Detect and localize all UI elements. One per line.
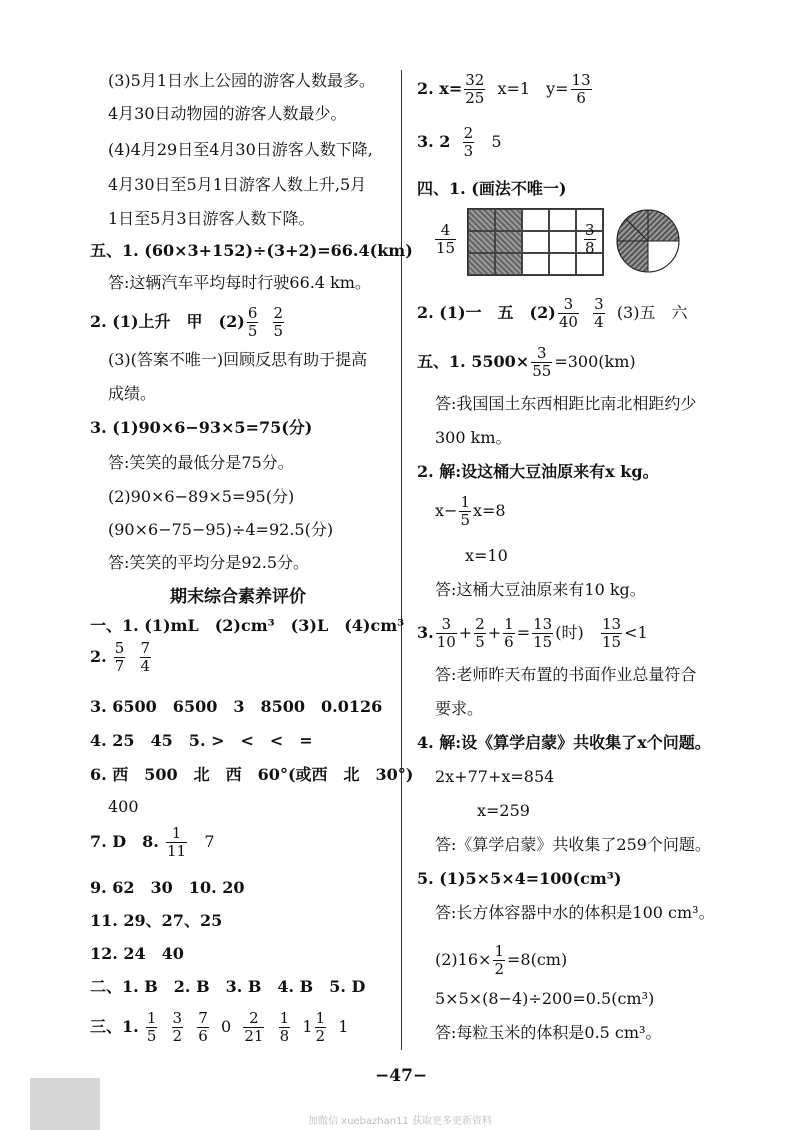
numerator: 3 bbox=[172, 1009, 183, 1027]
denominator: 4 bbox=[140, 657, 151, 675]
line: 3. 6500 6500 3 8500 0.0126 bbox=[90, 697, 383, 716]
line: 4. 25 45 5. > < < = bbox=[90, 731, 313, 750]
numerator: 1 bbox=[279, 1009, 290, 1027]
numerator: 1 bbox=[166, 825, 187, 843]
line: 答:长方体容器中水的体积是100 cm³。 bbox=[435, 903, 715, 922]
text: 7 bbox=[204, 832, 215, 851]
text: 2. (1)上升 甲 (2) bbox=[90, 312, 245, 331]
text: x− bbox=[435, 501, 458, 520]
denominator: 2 bbox=[315, 1027, 326, 1045]
text: 2. bbox=[90, 647, 107, 666]
text: 0 bbox=[220, 1017, 232, 1036]
line: 12. 24 40 bbox=[90, 944, 184, 963]
text: (2)16× bbox=[435, 950, 492, 969]
fraction bbox=[474, 616, 486, 651]
shaded-circle-figure bbox=[615, 208, 681, 274]
line: 答:老师昨天布置的书面作业总量符合 bbox=[435, 665, 697, 684]
numerator: 5 bbox=[114, 639, 125, 657]
denominator: 2 bbox=[172, 1027, 183, 1045]
fraction bbox=[140, 640, 152, 675]
denominator: 5 bbox=[247, 322, 258, 340]
line: 要求。 bbox=[435, 699, 484, 718]
line: 成绩。 bbox=[108, 384, 157, 403]
fraction bbox=[584, 222, 596, 257]
line: 3. $\frac{3}{10}$ + $\frac{2}{5}$ + $\frac{1}{6}$ = $\frac{13}{15}$ (时) $\frac{13}{15}$ <1 bbox=[417, 615, 648, 651]
line: 二、1. B 2. B 3. B 4. B 5. D bbox=[90, 977, 366, 996]
denominator: 3 bbox=[463, 142, 474, 160]
line: 2. 解:设这桶大豆油原来有x kg。 bbox=[417, 462, 659, 481]
fraction bbox=[197, 1010, 209, 1045]
text: x=8 bbox=[472, 501, 506, 520]
denominator: 10 bbox=[436, 633, 456, 651]
fraction bbox=[146, 1010, 158, 1045]
numerator: 3 bbox=[558, 296, 579, 314]
denominator: 5 bbox=[460, 511, 470, 529]
denominator: 7 bbox=[114, 657, 125, 675]
line: 五、1. (60×3+152)÷(3+2)=66.4(km) bbox=[90, 241, 413, 260]
fraction bbox=[571, 72, 592, 107]
text: 三、1. bbox=[90, 1017, 139, 1036]
line: 答:这辆汽车平均每时行驶66.4 km。 bbox=[108, 273, 371, 292]
fraction bbox=[243, 1010, 264, 1045]
denominator: 11 bbox=[166, 842, 187, 860]
fraction-label bbox=[433, 222, 458, 257]
fraction bbox=[114, 640, 126, 675]
fraction bbox=[247, 305, 259, 340]
line bbox=[417, 345, 636, 380]
text: 2. x= bbox=[417, 79, 463, 98]
text: 7. D 8. bbox=[90, 832, 159, 851]
numerator: 2 bbox=[475, 615, 485, 633]
denominator: 5 bbox=[475, 633, 485, 651]
denominator: 4 bbox=[594, 313, 604, 331]
line: 4月30日至5月1日游客人数上升,5月 bbox=[108, 175, 367, 194]
fraction bbox=[464, 72, 485, 107]
denominator: 25 bbox=[465, 89, 485, 107]
line: 答:每粒玉米的体积是0.5 cm³。 bbox=[435, 1023, 662, 1042]
fraction bbox=[315, 1010, 327, 1045]
line: 答:《算学启蒙》共收集了259个问题。 bbox=[435, 835, 711, 854]
line: (90×6−75−95)÷4=92.5(分) bbox=[108, 520, 334, 539]
text: 1 bbox=[302, 1017, 313, 1036]
line: 4月30日动物园的游客人数最少。 bbox=[108, 104, 347, 123]
numerator: 13 bbox=[571, 71, 591, 89]
denominator: 15 bbox=[601, 633, 622, 651]
denominator: 8 bbox=[279, 1027, 290, 1045]
denominator: 15 bbox=[436, 239, 456, 257]
fraction bbox=[279, 1010, 291, 1045]
line bbox=[417, 125, 502, 160]
line: 1日至5月3日游客人数下降。 bbox=[108, 209, 315, 228]
text: 3. 2 bbox=[417, 132, 451, 151]
denominator: 40 bbox=[558, 313, 578, 331]
line bbox=[435, 494, 506, 529]
numerator: 3 bbox=[531, 345, 552, 363]
line: 答:笑笑的最低分是75分。 bbox=[108, 453, 294, 472]
denominator: 2 bbox=[494, 960, 504, 978]
numerator: 1 bbox=[460, 493, 470, 511]
denominator: 55 bbox=[532, 362, 552, 380]
text: 2. (1)一 五 (2) bbox=[417, 303, 556, 322]
line: 6. 西 500 北 西 60°(或西 北 30°) bbox=[90, 765, 414, 784]
numerator: 3 bbox=[436, 616, 457, 634]
text: x=1 y= bbox=[497, 79, 569, 98]
line: 9. 62 30 10. 20 bbox=[90, 878, 245, 897]
section-title: 期末综合素养评价 bbox=[170, 587, 306, 607]
line: 一、1. (1)mL (2)cm³ (3)L (4)cm³ bbox=[90, 616, 405, 635]
denominator: 15 bbox=[533, 633, 553, 651]
line: 2x+77+x=854 bbox=[435, 767, 555, 786]
numerator: 1 bbox=[315, 1009, 326, 1027]
text: =8(cm) bbox=[506, 950, 568, 969]
denominator: 6 bbox=[504, 633, 514, 651]
fraction bbox=[558, 296, 579, 331]
denominator: 6 bbox=[198, 1027, 208, 1045]
text: (时) bbox=[555, 623, 584, 642]
text: 五、1. 5500× bbox=[417, 352, 530, 371]
line bbox=[90, 305, 286, 340]
footer-watermark: 加微信 xuebazhan11 获取更多更新资料 bbox=[307, 1116, 493, 1127]
denominator: 21 bbox=[244, 1027, 264, 1045]
line: x=10 bbox=[465, 546, 508, 565]
line: x=259 bbox=[477, 801, 530, 820]
line bbox=[90, 640, 153, 675]
denominator: 6 bbox=[576, 89, 586, 107]
fraction bbox=[532, 616, 553, 651]
fraction bbox=[436, 616, 457, 651]
fraction bbox=[172, 1010, 184, 1045]
numerator: 13 bbox=[533, 615, 553, 633]
fraction bbox=[593, 296, 605, 331]
line bbox=[90, 1010, 348, 1045]
numerator: 7 bbox=[198, 1009, 208, 1027]
numerator: 7 bbox=[140, 639, 151, 657]
line: 答:笑笑的平均分是92.5分。 bbox=[108, 553, 310, 572]
text: 1 bbox=[338, 1017, 349, 1036]
line: 5×5×(8−4)÷200=0.5(cm³) bbox=[435, 989, 655, 1008]
line: 四、1. (画法不唯一) bbox=[417, 179, 567, 198]
line bbox=[417, 296, 687, 331]
text: =300(km) bbox=[554, 352, 636, 371]
numerator: 32 bbox=[465, 71, 485, 89]
line: 4. 解:设《算学启蒙》共收集了x个问题。 bbox=[417, 733, 711, 752]
page-number: −47− bbox=[375, 1066, 428, 1086]
fraction bbox=[459, 494, 471, 529]
text: (3)五 六 bbox=[616, 303, 688, 322]
fraction bbox=[435, 222, 456, 257]
line: (3)5月1日水上公园的游客人数最多。 bbox=[108, 71, 376, 90]
fraction bbox=[493, 943, 505, 978]
denominator: 8 bbox=[585, 239, 595, 257]
numerator: 6 bbox=[247, 304, 258, 322]
numerator: 2 bbox=[243, 1010, 264, 1028]
numerator: 1 bbox=[146, 1009, 157, 1027]
line: 11. 29、27、25 bbox=[90, 911, 223, 930]
numerator: 1 bbox=[504, 615, 514, 633]
line: 5. (1)5×5×4=100(cm³) bbox=[417, 869, 622, 888]
line: (3)(答案不唯一)回顾反思有助于提高 bbox=[108, 350, 368, 369]
fraction bbox=[273, 305, 285, 340]
line bbox=[435, 943, 567, 978]
numerator: 3 bbox=[585, 221, 595, 239]
fraction bbox=[166, 825, 187, 860]
line bbox=[90, 825, 215, 860]
fraction bbox=[463, 125, 475, 160]
denominator: 5 bbox=[146, 1027, 157, 1045]
fraction bbox=[531, 345, 552, 380]
text: 3. bbox=[417, 623, 434, 642]
text: 5 bbox=[491, 132, 502, 151]
numerator: 2 bbox=[463, 124, 474, 142]
column-divider bbox=[401, 70, 402, 1050]
numerator: 3 bbox=[594, 295, 604, 313]
line: (4)4月29日至4月30日游客人数下降, bbox=[108, 140, 373, 159]
line: 300 km。 bbox=[435, 428, 512, 447]
line: 3. (1)90×6−93×5=75(分) bbox=[90, 418, 313, 437]
line: (2)90×6−89×5=95(分) bbox=[108, 487, 295, 506]
denominator: 5 bbox=[273, 322, 284, 340]
text: <1 bbox=[624, 623, 648, 642]
line bbox=[417, 72, 594, 107]
line: 400 bbox=[108, 797, 139, 816]
numerator: 1 bbox=[494, 942, 504, 960]
numerator: 13 bbox=[601, 615, 622, 633]
fraction bbox=[601, 616, 622, 651]
fraction-label bbox=[582, 222, 598, 257]
line: 答:这桶大豆油原来有10 kg。 bbox=[435, 580, 646, 599]
numerator: 4 bbox=[435, 222, 456, 240]
numerator: 2 bbox=[273, 304, 284, 322]
fraction bbox=[503, 616, 515, 651]
line: 答:我国国土东西相距比南北相距约少 bbox=[435, 394, 697, 413]
